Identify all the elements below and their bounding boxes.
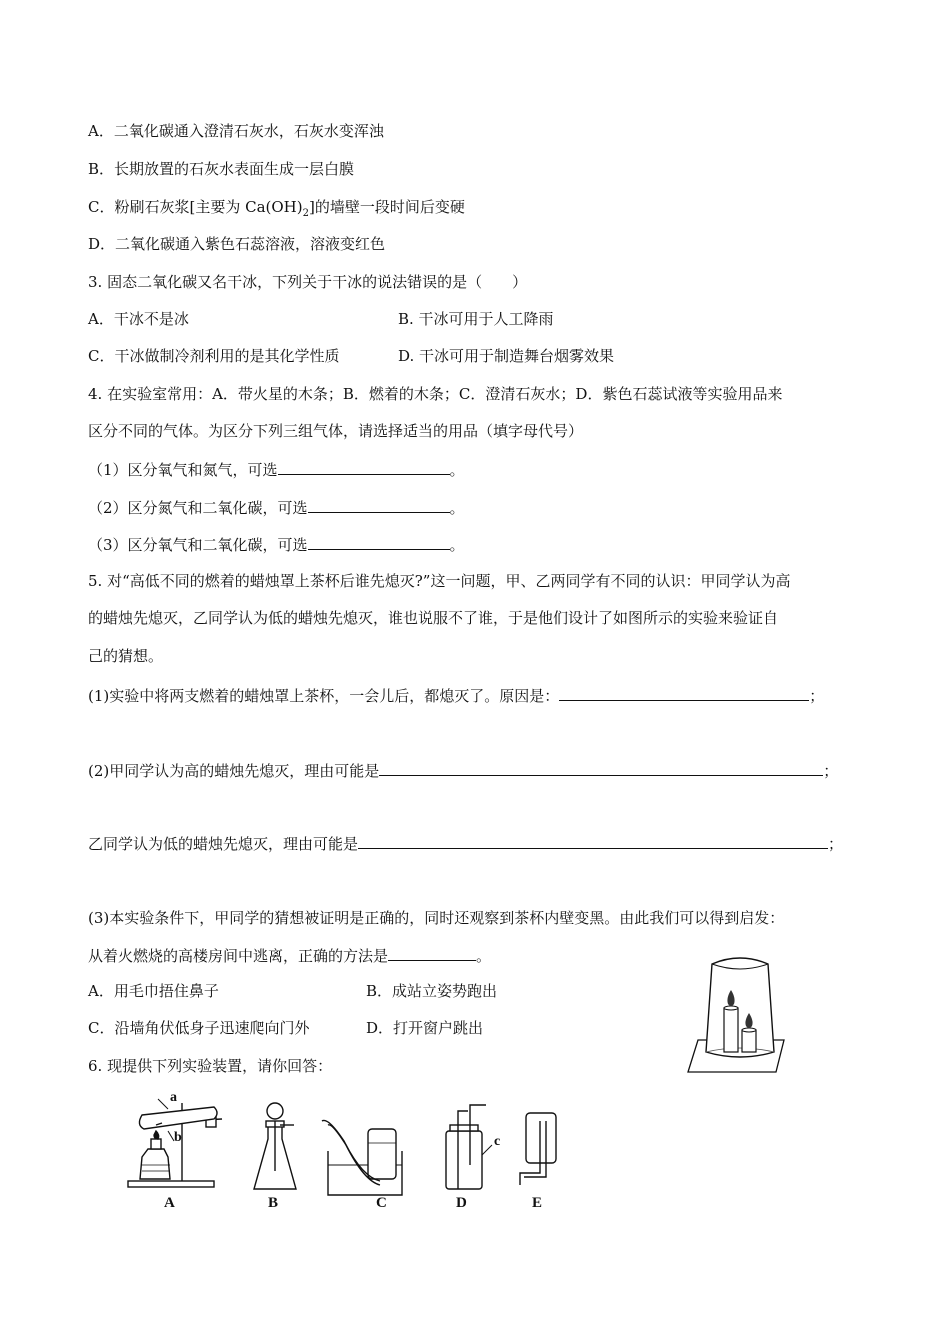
- label-e: E: [532, 1195, 543, 1211]
- label-c: C: [376, 1195, 387, 1211]
- q3-stem: 3. 固态二氧化碳又名干冰，下列关于干冰的说法错误的是（ ）: [88, 273, 528, 291]
- q4-stem-line2: 区分不同的气体。为区分下列三组气体，请选择适当的用品（填字母代号）: [88, 422, 584, 440]
- inverted-teacup: [706, 958, 774, 1057]
- apparatus-d: [446, 1105, 492, 1189]
- q5-answer-blank-2[interactable]: [379, 759, 823, 776]
- q5-answer-blank-1[interactable]: [559, 684, 809, 701]
- apparatus-e: [520, 1113, 556, 1185]
- q4-part1: （1）区分氧气和氮气，可选 。: [88, 458, 465, 480]
- q4-stem-line1: 4. 在实验室常用：A．带火星的木条；B．燃着的木条；C．澄清石灰水；D．紫色石蕊试液等实验用品来: [88, 385, 783, 403]
- label-a: A: [164, 1195, 175, 1211]
- q4-part2: （2）区分氮气和二氧化碳，可选 。: [88, 496, 465, 518]
- label-b: B: [268, 1195, 279, 1211]
- q4-answer-blank-3[interactable]: [308, 533, 450, 550]
- mark-b: b: [174, 1130, 182, 1145]
- q5-part1: (1)实验中将两支燃着的蜡烛罩上茶杯，一会儿后，都熄灭了。原因是： ；: [88, 684, 824, 706]
- q2-option-b: B．长期放置的石灰水表面生成一层白膜: [88, 160, 355, 178]
- label-d: D: [456, 1195, 467, 1211]
- q3-option-c: C．干冰做制冷剂利用的是其化学性质: [88, 347, 340, 365]
- tall-candle: [724, 1008, 738, 1052]
- short-candle: [742, 1030, 756, 1052]
- q4-answer-blank-2[interactable]: [308, 496, 450, 513]
- q3-option-b: B. 干冰可用于人工降雨: [398, 310, 554, 328]
- q5-stem-line1: 5. 对“高低不同的燃着的蜡烛罩上茶杯后谁先熄灭?”这一问题，甲、乙两同学有不同的认识：甲同学认为高: [88, 572, 791, 590]
- q5-option-c: C．沿墙角伏低身子迅速爬向门外: [88, 1019, 310, 1037]
- candle-experiment-figure: [684, 950, 792, 1078]
- q5-part2b: 乙同学认为低的蜡烛先熄灭，理由可能是 ；: [88, 832, 843, 854]
- q5-option-d: D．打开窗户跳出: [366, 1019, 484, 1037]
- q5-part3-line1: (3)本实验条件下，甲同学的猜想被证明是正确的，同时还观察到茶杯内壁变黑。由此我们可以得到启发：: [88, 909, 785, 927]
- apparatus-b: [254, 1103, 296, 1189]
- q4-answer-blank-1[interactable]: [278, 458, 450, 475]
- mark-c: c: [494, 1134, 501, 1149]
- mark-a: a: [170, 1090, 177, 1105]
- q5-stem-line3: 己的猜想。: [88, 647, 164, 665]
- q5-part3-line2: 从着火燃烧的高楼房间中逃离，正确的方法是 。: [88, 944, 491, 966]
- q2-option-d: D．二氧化碳通入紫色石蕊溶液，溶液变红色: [88, 235, 386, 253]
- q5-option-a: A．用毛巾捂住鼻子: [88, 982, 219, 1000]
- q2-option-a: A．二氧化碳通入澄清石灰水，石灰水变浑浊: [88, 122, 384, 140]
- q6-stem: 6. 现提供下列实验装置，请你回答：: [88, 1057, 333, 1075]
- apparatus-c: [322, 1120, 402, 1195]
- q5-stem-line2: 的蜡烛先熄灭，乙同学认为低的蜡烛先熄灭，谁也说服不了谁，于是他们设计了如图所示的实验来验证自: [88, 609, 779, 627]
- q5-answer-blank-3[interactable]: [358, 832, 828, 849]
- q4-part3: （3）区分氧气和二氧化碳，可选 。: [88, 533, 465, 555]
- q3-option-a: A．干冰不是冰: [88, 310, 189, 328]
- q3-option-d: D. 干冰可用于制造舞台烟雾效果: [398, 347, 615, 365]
- q5-option-b: B．成站立姿势跑出: [366, 982, 498, 1000]
- q5-part2: (2)甲同学认为高的蜡烛先熄灭，理由可能是 ；: [88, 759, 838, 781]
- lab-apparatus-figure: [118, 1085, 568, 1215]
- q2-option-c: C．粉刷石灰浆[主要为 $Ca(OH)_2$]的墙壁一段时间后变硬: [88, 198, 465, 219]
- q5-answer-blank-4[interactable]: [388, 944, 476, 961]
